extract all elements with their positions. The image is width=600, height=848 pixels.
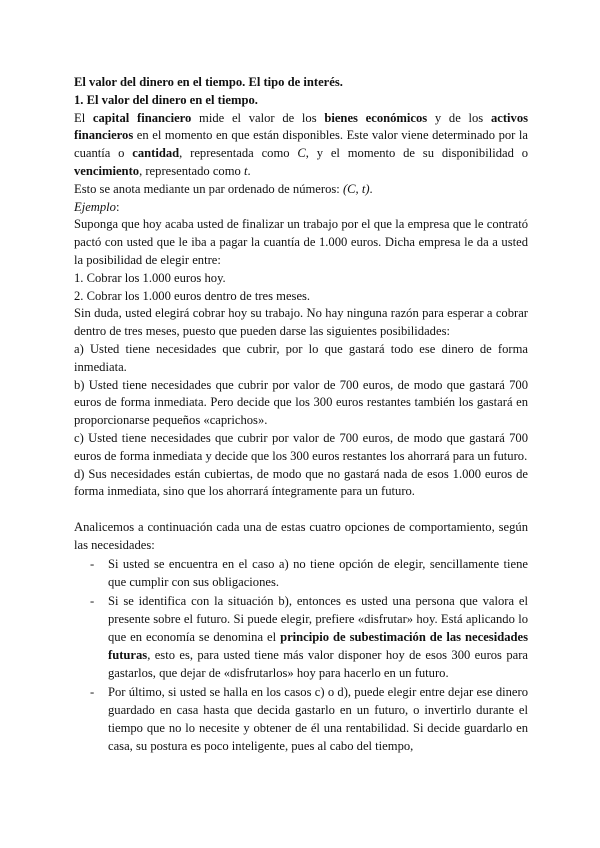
- example-label: Ejemplo:: [74, 199, 120, 214]
- paragraph-example-intro: Suponga que hoy acaba usted de finalizar un trabajo por el que la empresa que le contrató pactó con usted que le iba a pagar la cuantía de 1.000 euros. Dicha empresa le da a usted la posibilidad de elegir entre:: [74, 217, 528, 267]
- paragraph-analicemos: Analicemos a continuación cada una de estas cuatro opciones de comportamiento, según las necesidades:: [74, 520, 528, 552]
- possibility-d: d) Sus necesidades están cubiertas, de modo que no gastará nada de esos 1.000 euros de forma inmediata, sino que los ahorrará íntegramente para un futuro.: [74, 466, 528, 499]
- possibility-c: c) Usted tiene necesidades que cubrir por valor de 700 euros, de modo que gastará 700 euros de forma inmediata y decide que los 300 euros restantes los ahorrará para un futuro.: [74, 430, 528, 463]
- possibility-a: a) Usted tiene necesidades que cubrir, por lo que gastará todo ese dinero de forma inmediata.: [74, 341, 528, 374]
- list-item: - Por último, si usted se halla en los casos c) o d), puede elegir entre dejar ese dinero guardado en casa hasta que decida gastarlo en un futuro, o invertirlo durante el tiempo que no lo necesite y obtener de él una rentabilidad. Si decide guardarlo en casa, su postura es poco inteligente, pues al cabo del tiempo,: [90, 685, 528, 753]
- dash-bullet: -: [90, 685, 95, 700]
- document-title: El valor del dinero en el tiempo. El tipo de interés.: [74, 75, 343, 89]
- paragraph-capital-financiero: El capital financiero mide el valor de los bienes económicos y de los activos financieros en el momento en que están disponibles. Este valor viene determinado por la cuantía o cantidad, representada como C, y el momento de su disponibilidad o vencimiento, representado como t.: [74, 110, 529, 178]
- dash-bullet: -: [90, 594, 95, 609]
- paragraph-notation: Esto se anota mediante un par ordenado de números: (C, t).: [74, 181, 373, 196]
- paragraph-spacer: [74, 501, 528, 519]
- option-2: 2. Cobrar los 1.000 euros dentro de tres meses.: [74, 288, 311, 303]
- paragraph-sin-duda: Sin duda, usted elegirá cobrar hoy su trabajo. No hay ninguna razón para esperar a cobrar dentro de tres meses, puesto que pueden darse las siguientes posibilidades:: [74, 306, 528, 339]
- list-item: - Si usted se encuentra en el caso a) no tiene opción de elegir, sencillamente tiene que cumplir con sus obligaciones.: [90, 556, 528, 589]
- dash-bullet: -: [90, 556, 95, 571]
- analysis-list: [74, 556, 528, 756]
- possibility-b: b) Usted tiene necesidades que cubrir por valor de 700 euros, de modo que gastará 700 euros de forma inmediata. Pero decide que los 300 euros restantes también los gastará en proporcionarse pequeños «caprichos».: [74, 377, 528, 428]
- section-heading: 1. El valor del dinero en el tiempo.: [74, 92, 258, 107]
- option-1: 1. Cobrar los 1.000 euros hoy.: [74, 270, 226, 285]
- list-item: - Si se identifica con la situación b), entonces es usted una persona que valora el presente sobre el futuro. Si puede elegir, prefiere «disfrutar» hoy. Está aplicando lo que en economía se denomina el principio de subestimación de las necesidades futuras, esto es, para usted tiene más valor disponer hoy de esos 300 euros para gastarlos, que dejar de «disfrutarlos» hoy para hacerlo en un futuro.: [90, 594, 528, 680]
